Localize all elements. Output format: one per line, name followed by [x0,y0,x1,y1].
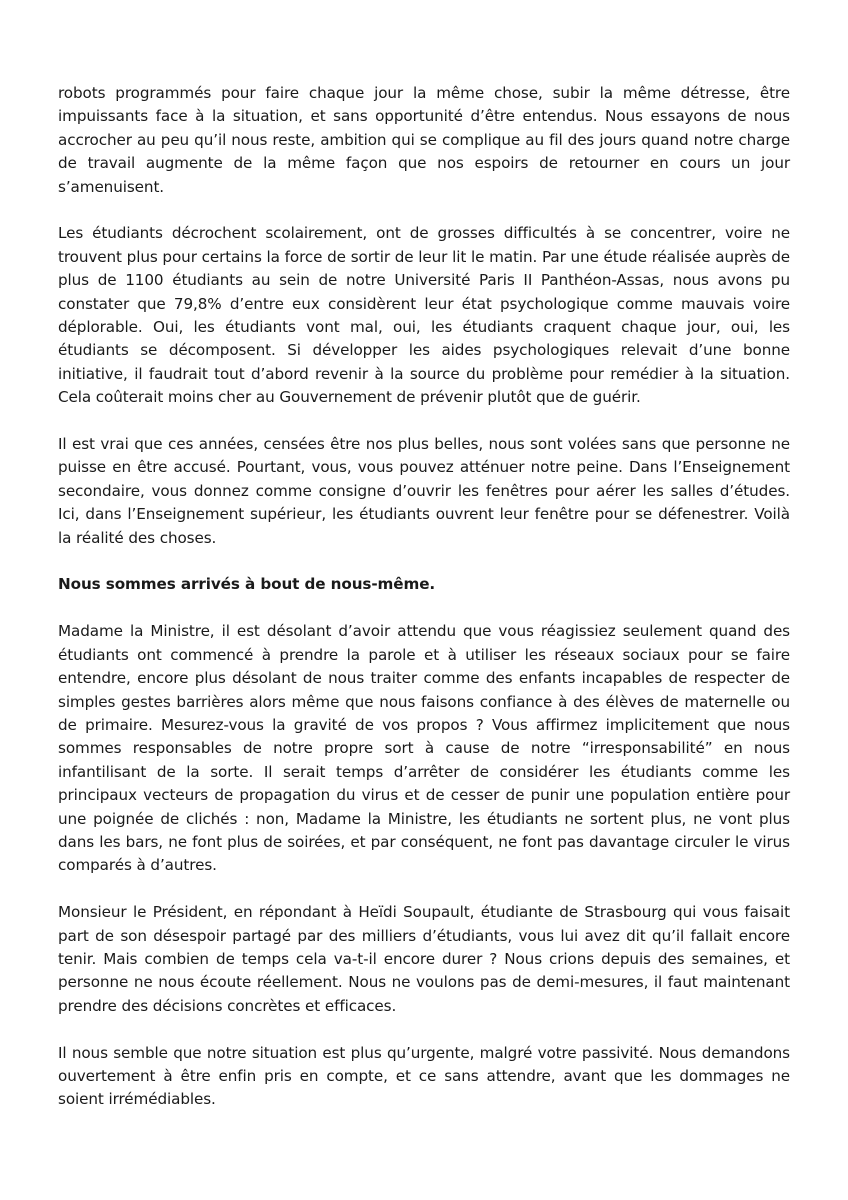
paragraph: Monsieur le Président, en répondant à Heïdi Soupault, étudiante de Strasbourg qui vous faisait part de son désespoir partagé par des milliers d’étudiants, vous lui avez dit qu’il fallait encore tenir. Mais combien de temps cela va-t-il encore durer ? Nous crions depuis des semaines, et personne ne nous écoute réellement. Nous ne voulons pas de demi-mesures, il faut maintenant prendre des décisions concrètes et efficaces. [58,903,790,1015]
paragraph: Il est vrai que ces années, censées être nos plus belles, nous sont volées sans que personne ne puisse en être accusé. Pourtant, vous, vous pouvez atténuer notre peine. Dans l’Enseignement secondaire, vous donnez comme consigne d’ouvrir les fenêtres pour aérer les salles d’études. Ici, dans l’Enseignement supérieur, les étudiants ouvrent leur fenêtre pour se défenestrer. Voilà la réalité des choses. [58,435,790,547]
paragraph: robots programmés pour faire chaque jour la même chose, subir la même détresse, être impuissants face à la situation, et sans opportunité d’être entendus. Nous essayons de nous accrocher au peu qu’il nous reste, ambition qui se complique au fil des jours quand notre charge de travail augmente de la même façon que nos espoirs de retourner en cours un jour s’amenuisent. [58,84,790,196]
paragraph: Il nous semble que notre situation est plus qu’urgente, malgré votre passivité. Nous demandons ouvertement à être enfin pris en compte, et ce sans attendre, avant que les dommages ne soient irrémédiables. [58,1043,790,1109]
document-body [58,82,790,1135]
section-heading: Nous sommes arrivés à bout de nous-même. [58,575,436,594]
paragraph: Les étudiants décrochent scolairement, ont de grosses difficultés à se concentrer, voire ne trouvent plus pour certains la force de sortir de leur lit le matin. Par une étude réalisée auprès de plus de 1100 étudiants au sein de notre Université Paris II Panthéon-Assas, nous avons pu constater que 79,8% d’entre eux considèrent leur état psychologique comme mauvais voire déplorable. Oui, les étudiants vont mal, oui, les étudiants craquent chaque jour, oui, les étudiants se décomposent. Si développer les aides psychologiques relevait d’une bonne initiative, il faudrait tout d’abord revenir à la source du problème pour remédier à la situation. Cela coûterait moins cher au Gouvernement de prévenir plutôt que de guérir. [58,224,790,407]
paragraph: Madame la Ministre, il est désolant d’avoir attendu que vous réagissiez seulement quand des étudiants ont commencé à prendre la parole et à utiliser les réseaux sociaux pour se faire entendre, encore plus désolant de nous traiter comme des enfants incapables de respecter de simples gestes barrières alors même que nous faisons confiance à des élèves de maternelle ou de primaire. Mesurez-vous la gravité de vos propos ? Vous affirmez implicitement que nous sommes responsables de notre propre sort à cause de notre “irresponsabilité” en nous infantilisant de la sorte. Il serait temps d’arrêter de considérer les étudiants comme les principaux vecteurs de propagation du virus et de cesser de punir une population entière pour une poignée de clichés : non, Madame la Ministre, les étudiants ne sortent plus, ne vont plus dans les bars, ne font plus de soirées, et par conséquent, ne font pas davantage circuler le virus comparés à d’autres. [58,622,790,875]
